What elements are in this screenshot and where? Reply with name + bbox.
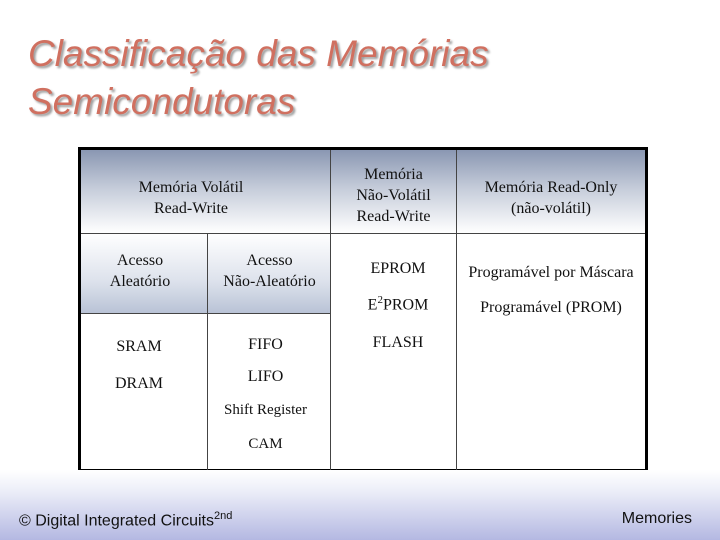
footer-copyright: © Digital Integrated Circuits$^{2nd}$: [19, 510, 233, 530]
list-item-prom: Programável (PROM): [480, 299, 622, 316]
list-item-e2prom: $E^2PROM$: [367, 294, 429, 314]
list-item-shift-register: Shift Register: [224, 402, 307, 418]
readonly-header: Memória Read-Only (não-volátil): [484, 179, 618, 217]
list-item-sram: SRAM: [116, 338, 162, 355]
list-item-lifo: LIFO: [247, 368, 284, 385]
volatile-header: Memória Volátil Read-Write: [138, 179, 244, 217]
title-line-1: Classificação das Memórias: [28, 33, 489, 74]
header-divider: [81, 233, 645, 234]
list-item-mask-programmable: Programável por Máscara: [468, 264, 634, 281]
memory-classification-table: [78, 147, 648, 472]
title-line-2: Semicondutoras: [28, 81, 296, 122]
subheader-divider: [81, 313, 331, 314]
list-item-eprom: EPROM: [370, 260, 426, 277]
nonrandom-access-header: Acesso Não-Aleatório: [223, 252, 316, 290]
list-item-fifo: FIFO: [248, 336, 283, 353]
list-item-cam: CAM: [248, 436, 283, 452]
nonvolatile-header: Memória Não-Volátil Read-Write: [356, 166, 431, 225]
list-item-flash: FLASH: [372, 334, 424, 351]
list-item-dram: DRAM: [114, 375, 163, 392]
slide-title: [28, 30, 708, 126]
footer-section-label: Memories: [621, 510, 692, 527]
random-access-header: Acesso Aleatório: [109, 252, 171, 290]
